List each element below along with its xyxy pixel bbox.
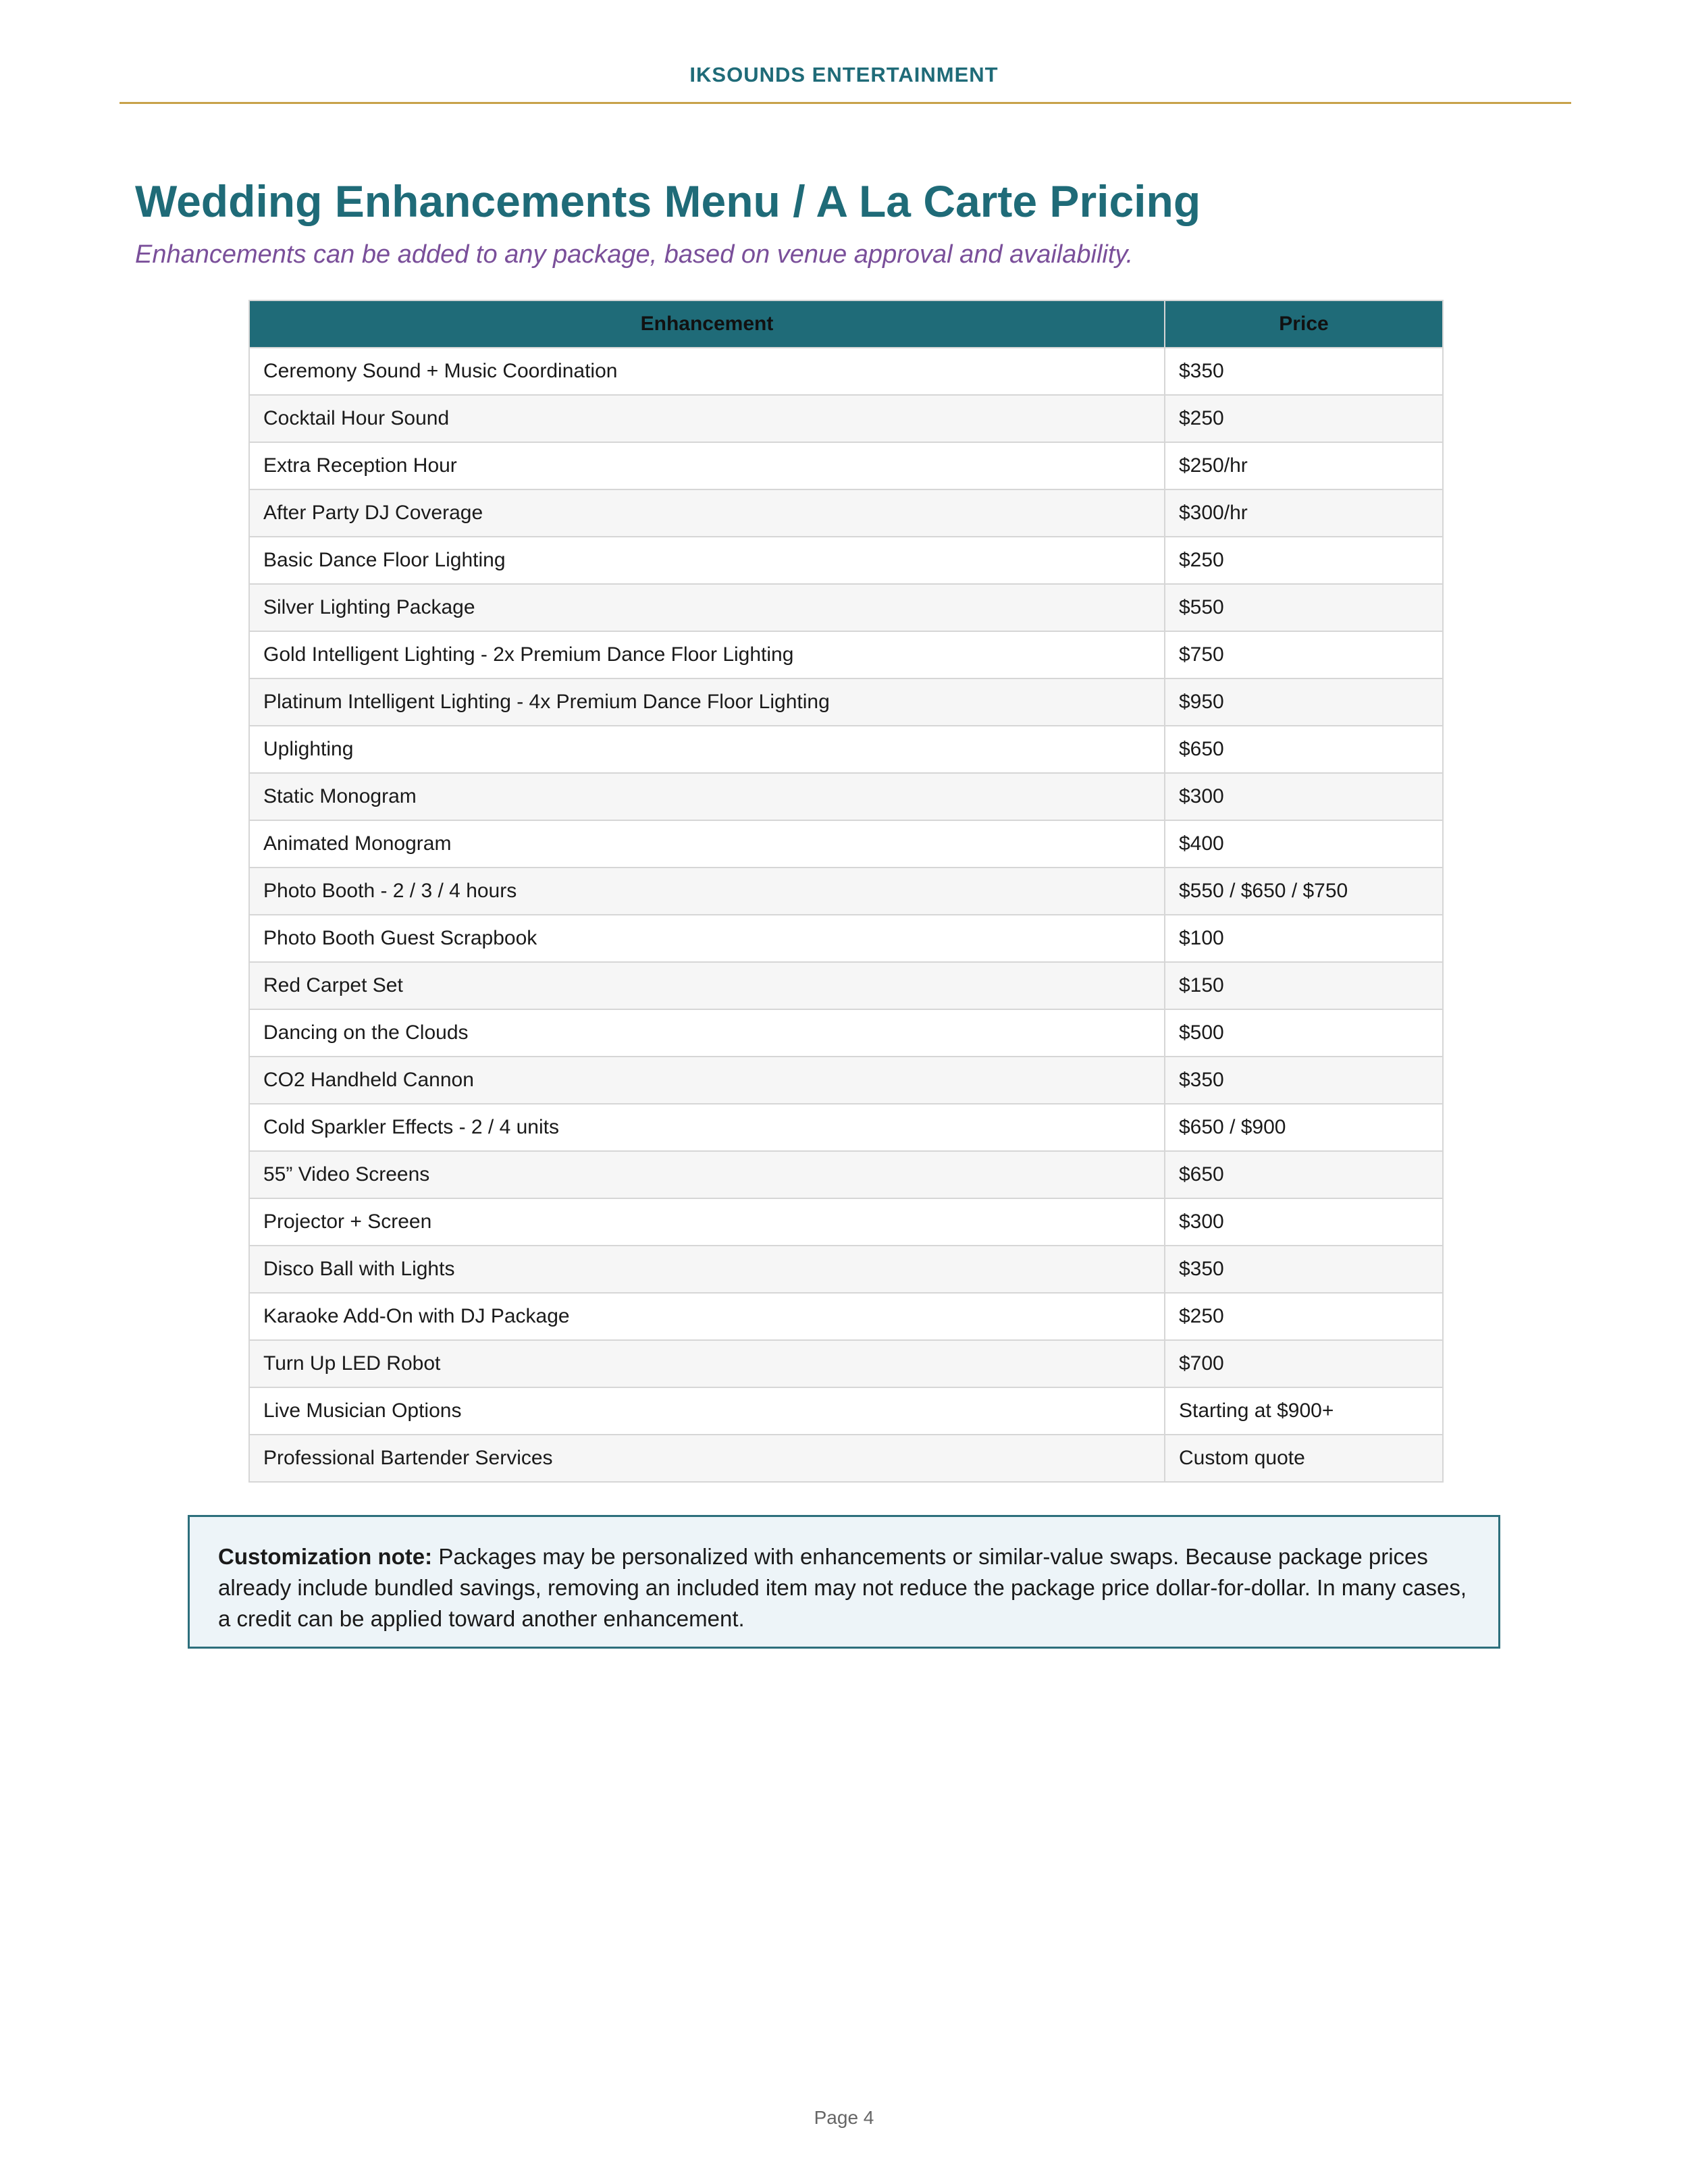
table-row [249,1151,1443,1198]
table-row [249,348,1443,395]
price-cell: $550 [1165,584,1443,631]
price-cell: $350 [1165,1246,1443,1293]
enhancement-cell: Platinum Intelligent Lighting - 4x Premium Dance Floor Lighting [249,678,1165,726]
pricing-table-body [249,348,1443,1482]
price-cell: $300/hr [1165,489,1443,537]
price-cell: $150 [1165,962,1443,1009]
table-row [249,726,1443,773]
price-cell: $250/hr [1165,442,1443,489]
enhancement-cell: Animated Monogram [249,820,1165,868]
column-header-price: Price [1165,300,1443,348]
price-cell: $100 [1165,915,1443,962]
enhancement-cell: Uplighting [249,726,1165,773]
table-row [249,773,1443,820]
price-cell: $250 [1165,537,1443,584]
table-row [249,678,1443,726]
table-row [249,1057,1443,1104]
price-cell: $750 [1165,631,1443,678]
pricing-table [248,300,1444,1483]
table-header-row [249,300,1443,348]
price-cell: $350 [1165,348,1443,395]
enhancement-cell: Cocktail Hour Sound [249,395,1165,442]
price-cell: $400 [1165,820,1443,868]
enhancement-cell: Ceremony Sound + Music Coordination [249,348,1165,395]
enhancement-cell: Extra Reception Hour [249,442,1165,489]
enhancement-cell: Karaoke Add-On with DJ Package [249,1293,1165,1340]
price-cell: $250 [1165,1293,1443,1340]
enhancement-cell: Cold Sparkler Effects - 2 / 4 units [249,1104,1165,1151]
header-divider [120,102,1571,104]
note-label: Customization note: [218,1544,433,1569]
table-row [249,1293,1443,1340]
table-row [249,1435,1443,1482]
table-row [249,584,1443,631]
enhancement-cell: Live Musician Options [249,1387,1165,1435]
price-cell: $350 [1165,1057,1443,1104]
price-cell: Starting at $900+ [1165,1387,1443,1435]
price-cell: $500 [1165,1009,1443,1057]
note-text: Packages may be personalized with enhancements or similar-value swaps. Because package prices already include bundled savings, removing an included item may not reduce the package price dollar-for-dollar. In many cases, a credit can be applied toward another enhancement. [218,1544,1467,1631]
enhancement-cell: Red Carpet Set [249,962,1165,1009]
table-row [249,915,1443,962]
price-cell: $950 [1165,678,1443,726]
table-row [249,820,1443,868]
table-row [249,631,1443,678]
price-cell: $250 [1165,395,1443,442]
enhancement-cell: Photo Booth Guest Scrapbook [249,915,1165,962]
table-row [249,1009,1443,1057]
enhancement-cell: Projector + Screen [249,1198,1165,1246]
table-row [249,537,1443,584]
customization-note [188,1515,1500,1649]
table-row [249,1387,1443,1435]
price-cell: $550 / $650 / $750 [1165,868,1443,915]
price-cell: $650 [1165,726,1443,773]
price-cell: $650 [1165,1151,1443,1198]
enhancement-cell: Photo Booth - 2 / 3 / 4 hours [249,868,1165,915]
company-header: IKSOUNDS ENTERTAINMENT [689,63,999,86]
price-cell: $700 [1165,1340,1443,1387]
table-row [249,962,1443,1009]
table-row [249,1246,1443,1293]
enhancement-cell: Basic Dance Floor Lighting [249,537,1165,584]
enhancement-cell: Disco Ball with Lights [249,1246,1165,1293]
enhancement-cell: Turn Up LED Robot [249,1340,1165,1387]
price-cell: $300 [1165,1198,1443,1246]
table-row [249,1104,1443,1151]
enhancement-cell: Gold Intelligent Lighting - 2x Premium Dance Floor Lighting [249,631,1165,678]
enhancement-cell: Professional Bartender Services [249,1435,1165,1482]
column-header-enhancement: Enhancement [249,300,1165,348]
enhancement-cell: Dancing on the Clouds [249,1009,1165,1057]
table-row [249,395,1443,442]
enhancement-cell: Static Monogram [249,773,1165,820]
page-title: Wedding Enhancements Menu / A La Carte Pricing [135,176,1201,226]
table-row [249,442,1443,489]
table-row [249,1340,1443,1387]
page-subtitle: Enhancements can be added to any package, based on venue approval and availability. [135,240,1134,269]
table-row [249,1198,1443,1246]
enhancement-cell: After Party DJ Coverage [249,489,1165,537]
price-cell: $300 [1165,773,1443,820]
enhancement-cell: Silver Lighting Package [249,584,1165,631]
page-number: Page 4 [814,2107,874,2128]
table-row [249,868,1443,915]
price-cell: $650 / $900 [1165,1104,1443,1151]
enhancement-cell: 55” Video Screens [249,1151,1165,1198]
price-cell: Custom quote [1165,1435,1443,1482]
enhancement-cell: CO2 Handheld Cannon [249,1057,1165,1104]
table-row [249,489,1443,537]
